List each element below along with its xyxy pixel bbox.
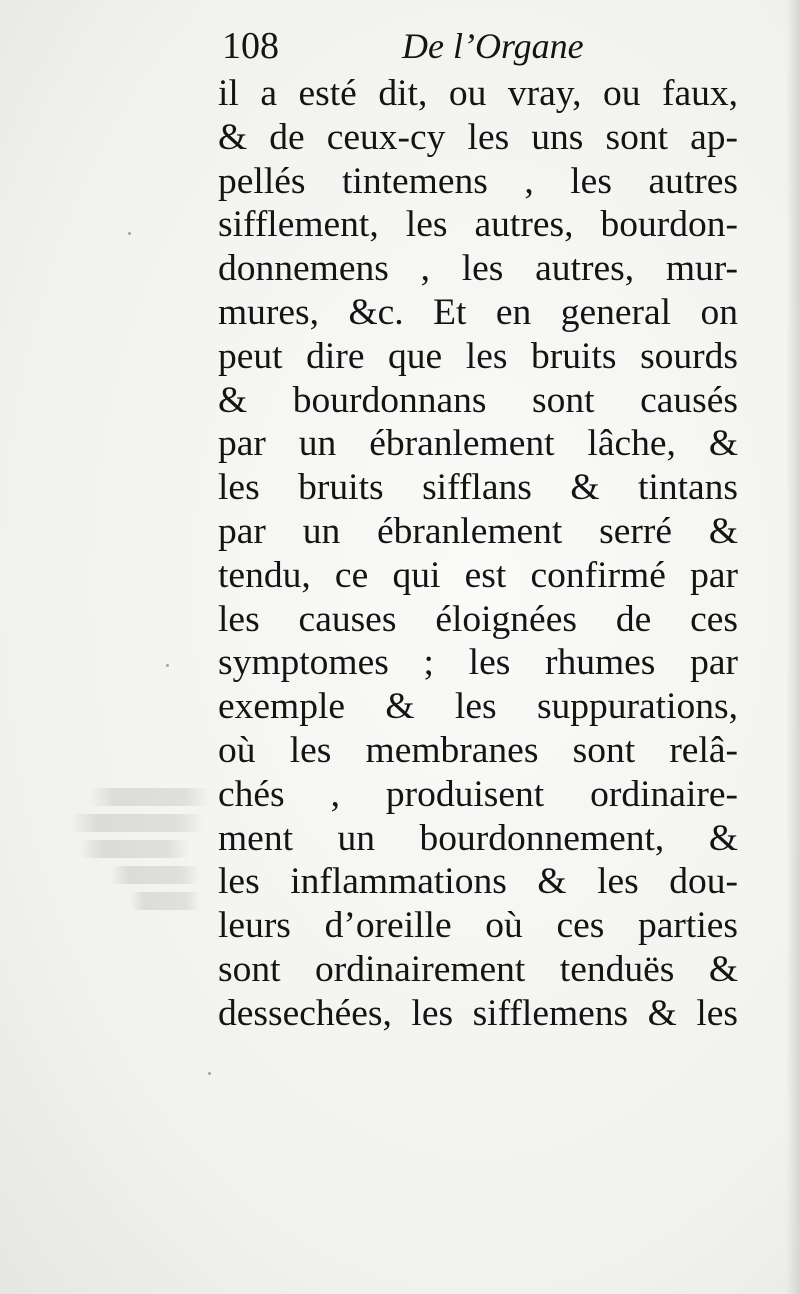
- text-line: symptomes ; les rhumes par: [218, 642, 738, 684]
- text-line: où les membranes sont relâ-: [218, 729, 738, 771]
- text-line: mures, &c. Et en general on: [218, 291, 738, 333]
- page-number: 108: [222, 25, 279, 67]
- text-line: exemple & les suppurations,: [218, 686, 738, 728]
- text-line: sont ordinairement tenduës &: [218, 948, 738, 990]
- text-line: leurs d’oreille où ces parties: [218, 905, 738, 947]
- paper-speck: [166, 664, 169, 667]
- text-line: & bourdonnans sont causés: [218, 379, 738, 421]
- text-line: chés , produisent ordinaire-: [218, 773, 738, 815]
- text-line: pellés tintemens , les autres: [218, 160, 738, 202]
- running-head: De l’Organe: [402, 26, 584, 66]
- text-line: les bruits sifflans & tintans: [218, 467, 738, 509]
- text-line: peut dire que les bruits sourds: [218, 335, 738, 377]
- page-header: [222, 22, 742, 70]
- paper-speck: [208, 1072, 211, 1075]
- text-line: les causes éloignées de ces: [218, 598, 738, 640]
- text-line: ment un bourdonnement, &: [218, 817, 738, 859]
- text-line: dessechées, les sifflemens & les: [218, 992, 738, 1034]
- paper-speck: [128, 232, 131, 235]
- text-line: par un ébranlement lâche, &: [218, 423, 738, 465]
- text-line: donnemens , les autres, mur-: [218, 248, 738, 290]
- text-line: tendu, ce qui est confirmé par: [218, 554, 738, 596]
- body-text: [218, 72, 738, 1036]
- page-edge-shadow: [786, 0, 800, 1294]
- text-line: les inflammations & les dou-: [218, 861, 738, 903]
- text-line: il a esté dit, ou vray, ou faux,: [218, 73, 738, 114]
- bleed-through-marks: [70, 780, 220, 940]
- text-line: & de ceux-cy les uns sont ap-: [218, 116, 738, 158]
- text-line: sifflement, les autres, bourdon-: [218, 204, 738, 246]
- text-line: par un ébranlement serré &: [218, 510, 738, 552]
